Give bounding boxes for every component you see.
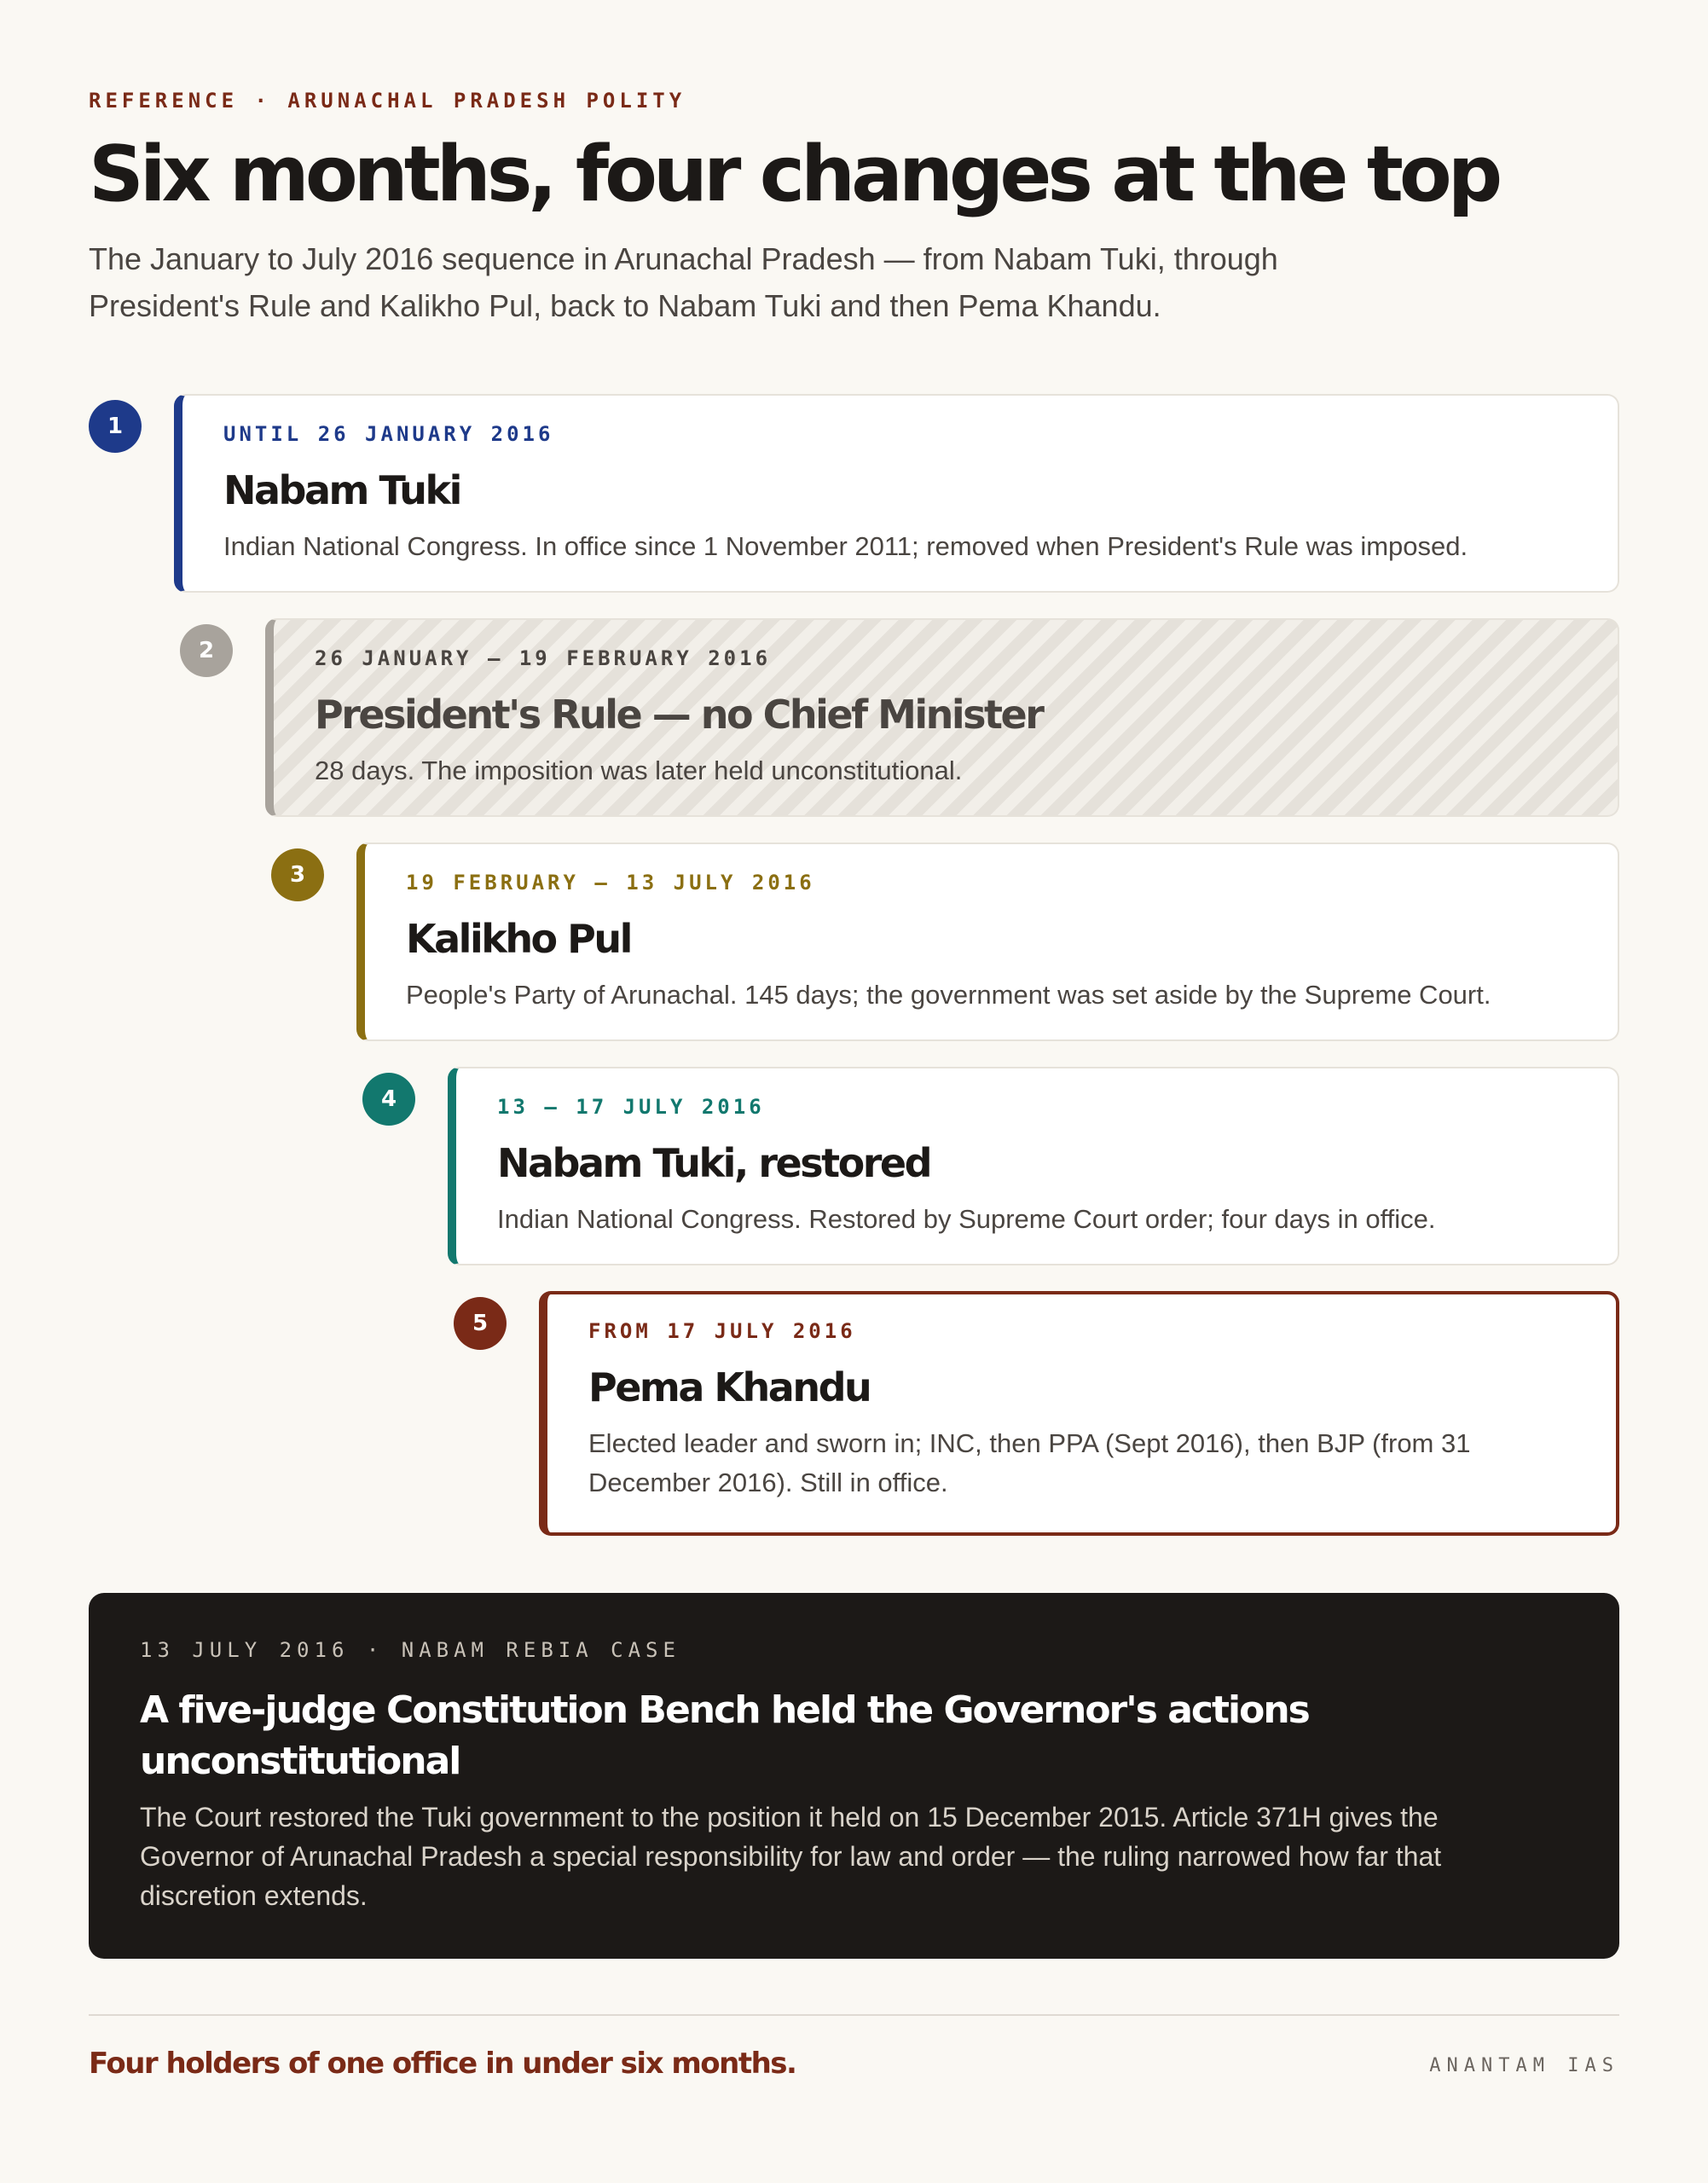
entry-name: Pema Khandu xyxy=(588,1364,871,1410)
footer-brand: ANANTAM IAS xyxy=(1429,2055,1619,2076)
entry-name: President's Rule — no Chief Minister xyxy=(315,692,1043,738)
step-number-badge: 4 xyxy=(362,1073,415,1126)
timeline-entry-presidents-rule xyxy=(265,618,1619,817)
case-callout xyxy=(89,1593,1619,1959)
entry-description: People's Party of Arunachal. 145 days; the government was set aside by the Supreme Court. xyxy=(406,980,1491,1010)
entry-date: 13 – 17 JULY 2016 xyxy=(497,1095,765,1119)
timeline-entry-pema-khandu xyxy=(539,1291,1619,1536)
callout-tag: 13 JULY 2016 · NABAM REBIA CASE xyxy=(140,1638,680,1662)
entry-name: Nabam Tuki, restored xyxy=(497,1140,931,1186)
entry-name: Kalikho Pul xyxy=(406,916,631,962)
step-number-badge: 1 xyxy=(89,400,142,453)
step-number-badge: 3 xyxy=(271,848,324,901)
step-number-badge: 2 xyxy=(180,624,233,677)
timeline-entry-nabam-tuki xyxy=(174,394,1619,593)
timeline-entry-kalikho-pul xyxy=(356,843,1619,1041)
entry-name: Nabam Tuki xyxy=(223,467,460,513)
entry-description: Indian National Congress. Restored by Supreme Court order; four days in office. xyxy=(497,1204,1436,1234)
entry-date: UNTIL 26 JANUARY 2016 xyxy=(223,422,554,446)
step-number-badge: 5 xyxy=(454,1297,507,1350)
entry-date: 19 FEBRUARY – 13 JULY 2016 xyxy=(406,871,815,895)
footer-divider xyxy=(89,2014,1619,2016)
footer-tagline: Four holders of one office in under six months. xyxy=(89,2047,796,2081)
timeline-entry-nabam-tuki-restored xyxy=(448,1067,1619,1265)
entry-description: Elected leader and sworn in; INC, then PPA (Sept 2016), then BJP (from 31 December 2016). Still in office. xyxy=(588,1428,1471,1497)
page-subtitle: The January to July 2016 sequence in Arunachal Pradesh — from Nabam Tuki, through President's Rule and Kalikho Pul, back to Nabam Tuki and then Pema Khandu. xyxy=(89,241,1278,323)
entry-date: FROM 17 JULY 2016 xyxy=(588,1319,856,1343)
page-title: Six months, four changes at the top xyxy=(89,130,1499,219)
entry-description: Indian National Congress. In office since 1 November 2011; removed when President's Rule was imposed. xyxy=(223,531,1468,561)
entry-description: 28 days. The imposition was later held unconstitutional. xyxy=(315,756,963,785)
callout-body: The Court restored the Tuki government to the position it held on 15 December 2015. Article 371H gives the Governor of Arunachal Pradesh a special responsibility for law and order — the ruling narrowed how far that discretion extends. xyxy=(140,1802,1442,1911)
callout-heading: A five-judge Constitution Bench held the Governor's actions unconstitutional xyxy=(140,1688,1309,1783)
entry-date: 26 JANUARY – 19 FEBRUARY 2016 xyxy=(315,646,772,670)
eyebrow: REFERENCE · ARUNACHAL PRADESH POLITY xyxy=(89,89,686,113)
